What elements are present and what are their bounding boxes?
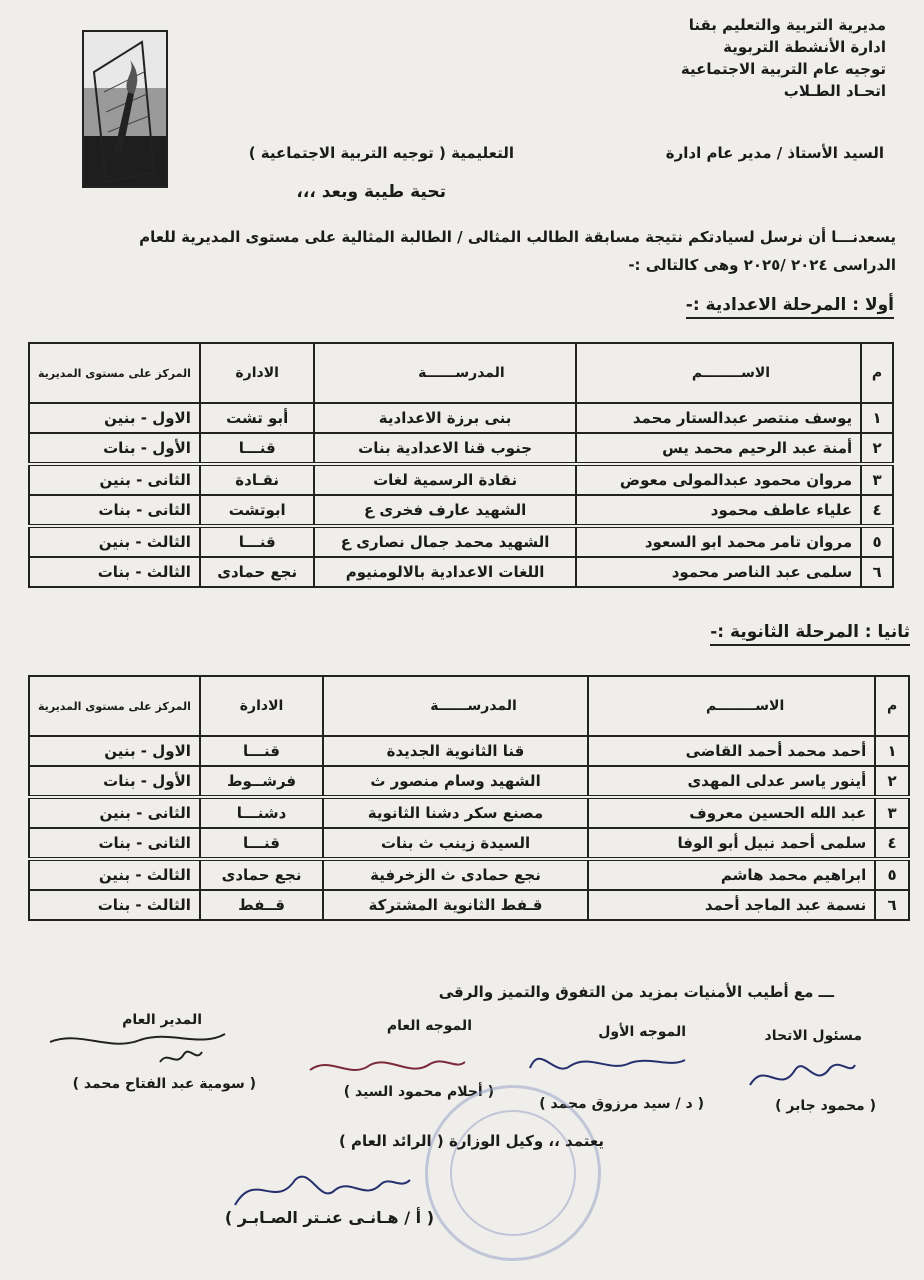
col-school-header: المدرســــــة [323, 676, 588, 736]
col-admin-header: الادارة [200, 676, 323, 736]
general-supervisor-name: ( أحلام محمود السيد ) [343, 1084, 494, 1100]
closing-wishes: ـــ مع أطيب الأمنيات بمزيد من التفوق والتميز والرقى [438, 983, 834, 1001]
rank: الأول - بنات [29, 766, 200, 797]
col-admin-header: الادارة [200, 343, 315, 403]
table-row: ٤ علياء عاطف محمود الشهيد عارف فخرى ع ابوتشت الثانى - بنات [29, 495, 893, 526]
body-line-1: يسعدنـــا أن نرسل لسيادتكم نتيجة مسابقة الطالب المثالى / الطالبة المثالية على مستوى المديرية للعام [139, 228, 896, 246]
admin-name: فرشــوط [200, 766, 323, 797]
table-row: ١ يوسف منتصر عبدالستار محمد بنى برزة الاعدادية أبو تشت الاول - بنين [29, 403, 893, 433]
school-name: السيدة زينب ث بنات [323, 828, 588, 859]
torch-emblem-icon [84, 32, 166, 186]
first-supervisor-name: ( د / سيد مرزوق محمد ) [539, 1096, 704, 1112]
general-supervisor-title: الموجه العام [386, 1018, 472, 1034]
col-rank-header: المركز على مستوى المديرية [29, 676, 200, 736]
school-name: الشهيد وسام منصور ث [323, 766, 588, 797]
directorate-logo [82, 30, 168, 188]
school-name: قـفط الثانوية المشتركة [323, 890, 588, 920]
student-name: مروان تامر محمد ابو السعود [576, 526, 861, 557]
letterhead-line-3: توجيه عام التربية الاجتماعية [680, 60, 886, 78]
school-name: نقادة الرسمية لغات [314, 464, 575, 495]
student-name: أمنة عبد الرحيم محمد يس [576, 433, 861, 464]
letterhead-line-1: مديرية التربية والتعليم بقنا [688, 16, 886, 34]
rank: الأول - بنات [29, 433, 200, 464]
table-header-row [29, 343, 893, 403]
table-row: ٢ أينور ياسر عدلى المهدى الشهيد وسام منصور ث فرشــوط الأول - بنات [29, 766, 909, 797]
school-name: بنى برزة الاعدادية [314, 403, 575, 433]
general-supervisor-signature [300, 1050, 470, 1085]
admin-name: نقـادة [200, 464, 315, 495]
first-supervisor-signature [520, 1038, 690, 1088]
admin-name: أبو تشت [200, 403, 315, 433]
approval-line: يعتمد ،، وكيل الوزارة ( الرائد العام ) [338, 1132, 604, 1150]
school-name: مصنع سكر دشنا الثانوية [323, 797, 588, 828]
body-line-2: الدراسى ٢٠٢٤ /٢٠٢٥ وهى كالتالى :- [628, 256, 896, 274]
letterhead [681, 14, 886, 102]
admin-name: قنـــا [200, 526, 315, 557]
table-row: ١ أحمد محمد أحمد القاضى قنا الثانوية الجديدة قنـــا الاول - بنين [29, 736, 909, 766]
union-official-name: ( محمود جابر ) [775, 1098, 876, 1114]
table-header-row [29, 676, 909, 736]
school-name: جنوب قنا الاعدادية بنات [314, 433, 575, 464]
school-name: نجع حمادى ث الزخرفية [323, 859, 588, 890]
table-row: ٦ نسمة عبد الماجد أحمد قـفط الثانوية المشتركة قــفط الثالث - بنات [29, 890, 909, 920]
col-num-header: م [875, 676, 909, 736]
rank: الثالث - بنين [29, 526, 200, 557]
rank: الثالث - بنات [29, 890, 200, 920]
col-rank-header: المركز على مستوى المديرية [29, 343, 200, 403]
table-row: ٣ عبد الله الحسين معروف مصنع سكر دشنا الثانوية دشنـــا الثانى - بنين [29, 797, 909, 828]
general-director-name: ( سومية عبد الفتاح محمد ) [72, 1076, 256, 1092]
first-supervisor-title: الموجه الأول [598, 1024, 686, 1040]
greeting: تحية طيبة وبعد ،،، [296, 182, 446, 202]
general-director-signature [40, 1022, 230, 1072]
col-name-header: الاســــــــم [588, 676, 875, 736]
student-name: ابراهيم محمد هاشم [588, 859, 875, 890]
rank: الاول - بنين [29, 403, 200, 433]
table-row: ٤ سلمى أحمد نبيل أبو الوفا السيدة زينب ث بنات قنـــا الثانى - بنات [29, 828, 909, 859]
union-signature [740, 1050, 860, 1100]
table-row: ٣ مروان محمود عبدالمولى معوض نقادة الرسمية لغات نقـادة الثانى - بنين [29, 464, 893, 495]
rank: الثالث - بنات [29, 557, 200, 587]
letterhead-line-4: اتحـاد الطـلاب [783, 82, 886, 100]
union-official-title: مسئول الاتحاد [764, 1028, 862, 1044]
school-name: اللغات الاعدادية بالالومنيوم [314, 557, 575, 587]
student-name: أينور ياسر عدلى المهدى [588, 766, 875, 797]
school-name: الشهيد محمد جمال نصارى ع [314, 526, 575, 557]
sec-section-title: ثانيا : المرحلة الثانوية :- [710, 622, 910, 646]
general-director-title: المدير العام [122, 1012, 202, 1028]
admin-name: قنـــا [200, 433, 315, 464]
prep-section-title: أولا : المرحلة الاعدادية :- [686, 295, 894, 319]
table-row: ٢ أمنة عبد الرحيم محمد يس جنوب قنا الاعدادية بنات قنـــا الأول - بنات [29, 433, 893, 464]
table-row: ٥ مروان تامر محمد ابو السعود الشهيد محمد جمال نصارى ع قنـــا الثالث - بنين [29, 526, 893, 557]
student-name: عبد الله الحسين معروف [588, 797, 875, 828]
rank: الثالث - بنين [29, 859, 200, 890]
school-name: الشهيد عارف فخرى ع [314, 495, 575, 526]
admin-name: قنـــا [200, 736, 323, 766]
rank: الثانى - بنين [29, 797, 200, 828]
student-name: مروان محمود عبدالمولى معوض [576, 464, 861, 495]
addressee-department: التعليمية ( توجيه التربية الاجتماعية ) [248, 144, 514, 162]
student-name: علياء عاطف محمود [576, 495, 861, 526]
table-row: ٥ ابراهيم محمد هاشم نجع حمادى ث الزخرفية نجع حمادى الثالث - بنين [29, 859, 909, 890]
sec-results-table [28, 675, 910, 921]
rank: الثانى - بنات [29, 495, 200, 526]
col-num-header: م [861, 343, 893, 403]
admin-name: نجع حمادى [200, 557, 315, 587]
admin-name: قــفط [200, 890, 323, 920]
undersecretary-name: ( أ / هـانـى عنـتر الصـابـر ) [224, 1208, 434, 1227]
admin-name: دشنـــا [200, 797, 323, 828]
student-name: نسمة عبد الماجد أحمد [588, 890, 875, 920]
rank: الثانى - بنات [29, 828, 200, 859]
admin-name: نجع حمادى [200, 859, 323, 890]
prep-results-table [28, 342, 894, 588]
student-name: أحمد محمد أحمد القاضى [588, 736, 875, 766]
letterhead-line-2: ادارة الأنشطة التربوية [723, 38, 886, 56]
rank: الاول - بنين [29, 736, 200, 766]
school-name: قنا الثانوية الجديدة [323, 736, 588, 766]
rank: الثانى - بنين [29, 464, 200, 495]
student-name: سلمى أحمد نبيل أبو الوفا [588, 828, 875, 859]
table-row: ٦ سلمى عبد الناصر محمود اللغات الاعدادية بالالومنيوم نجع حمادى الثالث - بنات [29, 557, 893, 587]
admin-name: قنـــا [200, 828, 323, 859]
student-name: يوسف منتصر عبدالستار محمد [576, 403, 861, 433]
addressee-line: السيد الأستاذ / مدير عام ادارة [665, 144, 884, 162]
admin-name: ابوتشت [200, 495, 315, 526]
col-name-header: الاســــــــم [576, 343, 861, 403]
student-name: سلمى عبد الناصر محمود [576, 557, 861, 587]
col-school-header: المدرســــــة [314, 343, 575, 403]
official-stamp [425, 1085, 601, 1261]
